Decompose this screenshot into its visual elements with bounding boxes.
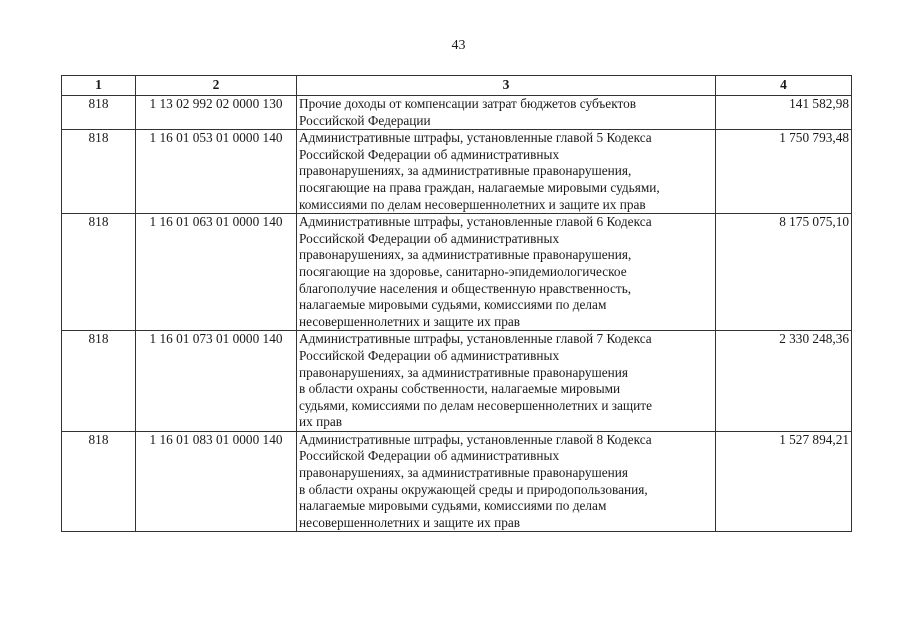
column-header-4: 4 <box>716 76 852 96</box>
column-header-3: 3 <box>297 76 716 96</box>
budget-code-cell: 1 16 01 053 01 0000 140 <box>136 130 297 214</box>
table-header-row <box>62 76 852 96</box>
budget-code-cell: 1 16 01 063 01 0000 140 <box>136 214 297 331</box>
revenue-name-line: несовершеннолетних и защите их прав <box>299 514 521 530</box>
revenue-name-line: Российской Федерации об административных <box>299 230 560 246</box>
revenue-name-line: посягающие на здоровье, санитарно-эпидемиологическое <box>299 263 627 279</box>
amount-cell: 1 750 793,48 <box>716 130 852 214</box>
revenue-name-line: правонарушениях, за административные правонарушения, <box>299 247 632 263</box>
admin-code-cell: 818 <box>62 130 136 214</box>
admin-code-cell: 818 <box>62 331 136 432</box>
revenue-name-line: несовершеннолетних и защите их прав <box>299 313 521 329</box>
revenue-name-line: в области охраны окружающей среды и природопользования, <box>299 481 648 497</box>
revenue-name-line: их прав <box>299 414 343 430</box>
table-row <box>62 130 852 214</box>
revenue-name-line: правонарушениях, за административные правонарушения, <box>299 163 632 179</box>
revenue-name-cell <box>297 96 716 130</box>
revenue-name-cell <box>297 431 716 532</box>
amount-cell: 141 582,98 <box>716 96 852 130</box>
revenue-name-line: Российской Федерации об административных <box>299 448 560 464</box>
revenue-name-line: правонарушениях, за административные правонарушения <box>299 465 629 481</box>
revenue-name-line: благополучие населения и общественную нравственность, <box>299 280 632 296</box>
table-row <box>62 96 852 130</box>
revenue-name-line: налагаемые мировыми судьями, комиссиями по делам <box>299 297 607 313</box>
revenue-name-line: в области охраны собственности, налагаемые мировыми <box>299 381 621 397</box>
table-row <box>62 431 852 532</box>
revenue-name-line: Административные штрафы, установленные главой 5 Кодекса <box>299 130 652 146</box>
revenue-name-line: Российской Федерации об административных <box>299 347 560 363</box>
revenue-name-cell <box>297 331 716 432</box>
budget-code-cell: 1 13 02 992 02 0000 130 <box>136 96 297 130</box>
revenue-name-cell <box>297 130 716 214</box>
revenue-name-line: Российской Федерации об административных <box>299 146 560 162</box>
revenue-name-line: судьями, комиссиями по делам несовершеннолетних и защите <box>299 397 653 413</box>
column-header-1: 1 <box>62 76 136 96</box>
column-header-2: 2 <box>136 76 297 96</box>
amount-cell: 1 527 894,21 <box>716 431 852 532</box>
revenue-name-line: налагаемые мировыми судьями, комиссиями по делам <box>299 498 607 514</box>
budget-code-cell: 1 16 01 083 01 0000 140 <box>136 431 297 532</box>
revenue-name-line: правонарушениях, за административные правонарушения <box>299 364 629 380</box>
admin-code-cell: 818 <box>62 214 136 331</box>
revenue-name-line: Прочие доходы от компенсации затрат бюджетов субъектов <box>299 96 637 111</box>
budget-code-cell: 1 16 01 073 01 0000 140 <box>136 331 297 432</box>
table-row <box>62 331 852 432</box>
table-row <box>62 214 852 331</box>
admin-code-cell: 818 <box>62 431 136 532</box>
revenue-table <box>61 75 852 532</box>
amount-cell: 2 330 248,36 <box>716 331 852 432</box>
revenue-name-line: Административные штрафы, установленные главой 8 Кодекса <box>299 431 652 447</box>
amount-cell: 8 175 075,10 <box>716 214 852 331</box>
revenue-name-line: Административные штрафы, установленные главой 7 Кодекса <box>299 331 652 347</box>
table-body <box>62 96 852 532</box>
revenue-name-line: Российской Федерации <box>299 112 431 128</box>
page-number: 43 <box>451 38 466 53</box>
revenue-name-cell <box>297 214 716 331</box>
admin-code-cell: 818 <box>62 96 136 130</box>
revenue-name-line: Административные штрафы, установленные главой 6 Кодекса <box>299 214 652 230</box>
revenue-name-line: посягающие на права граждан, налагаемые мировыми судьями, <box>299 179 660 195</box>
revenue-name-line: комиссиями по делам несовершеннолетних и защите их прав <box>299 196 646 212</box>
